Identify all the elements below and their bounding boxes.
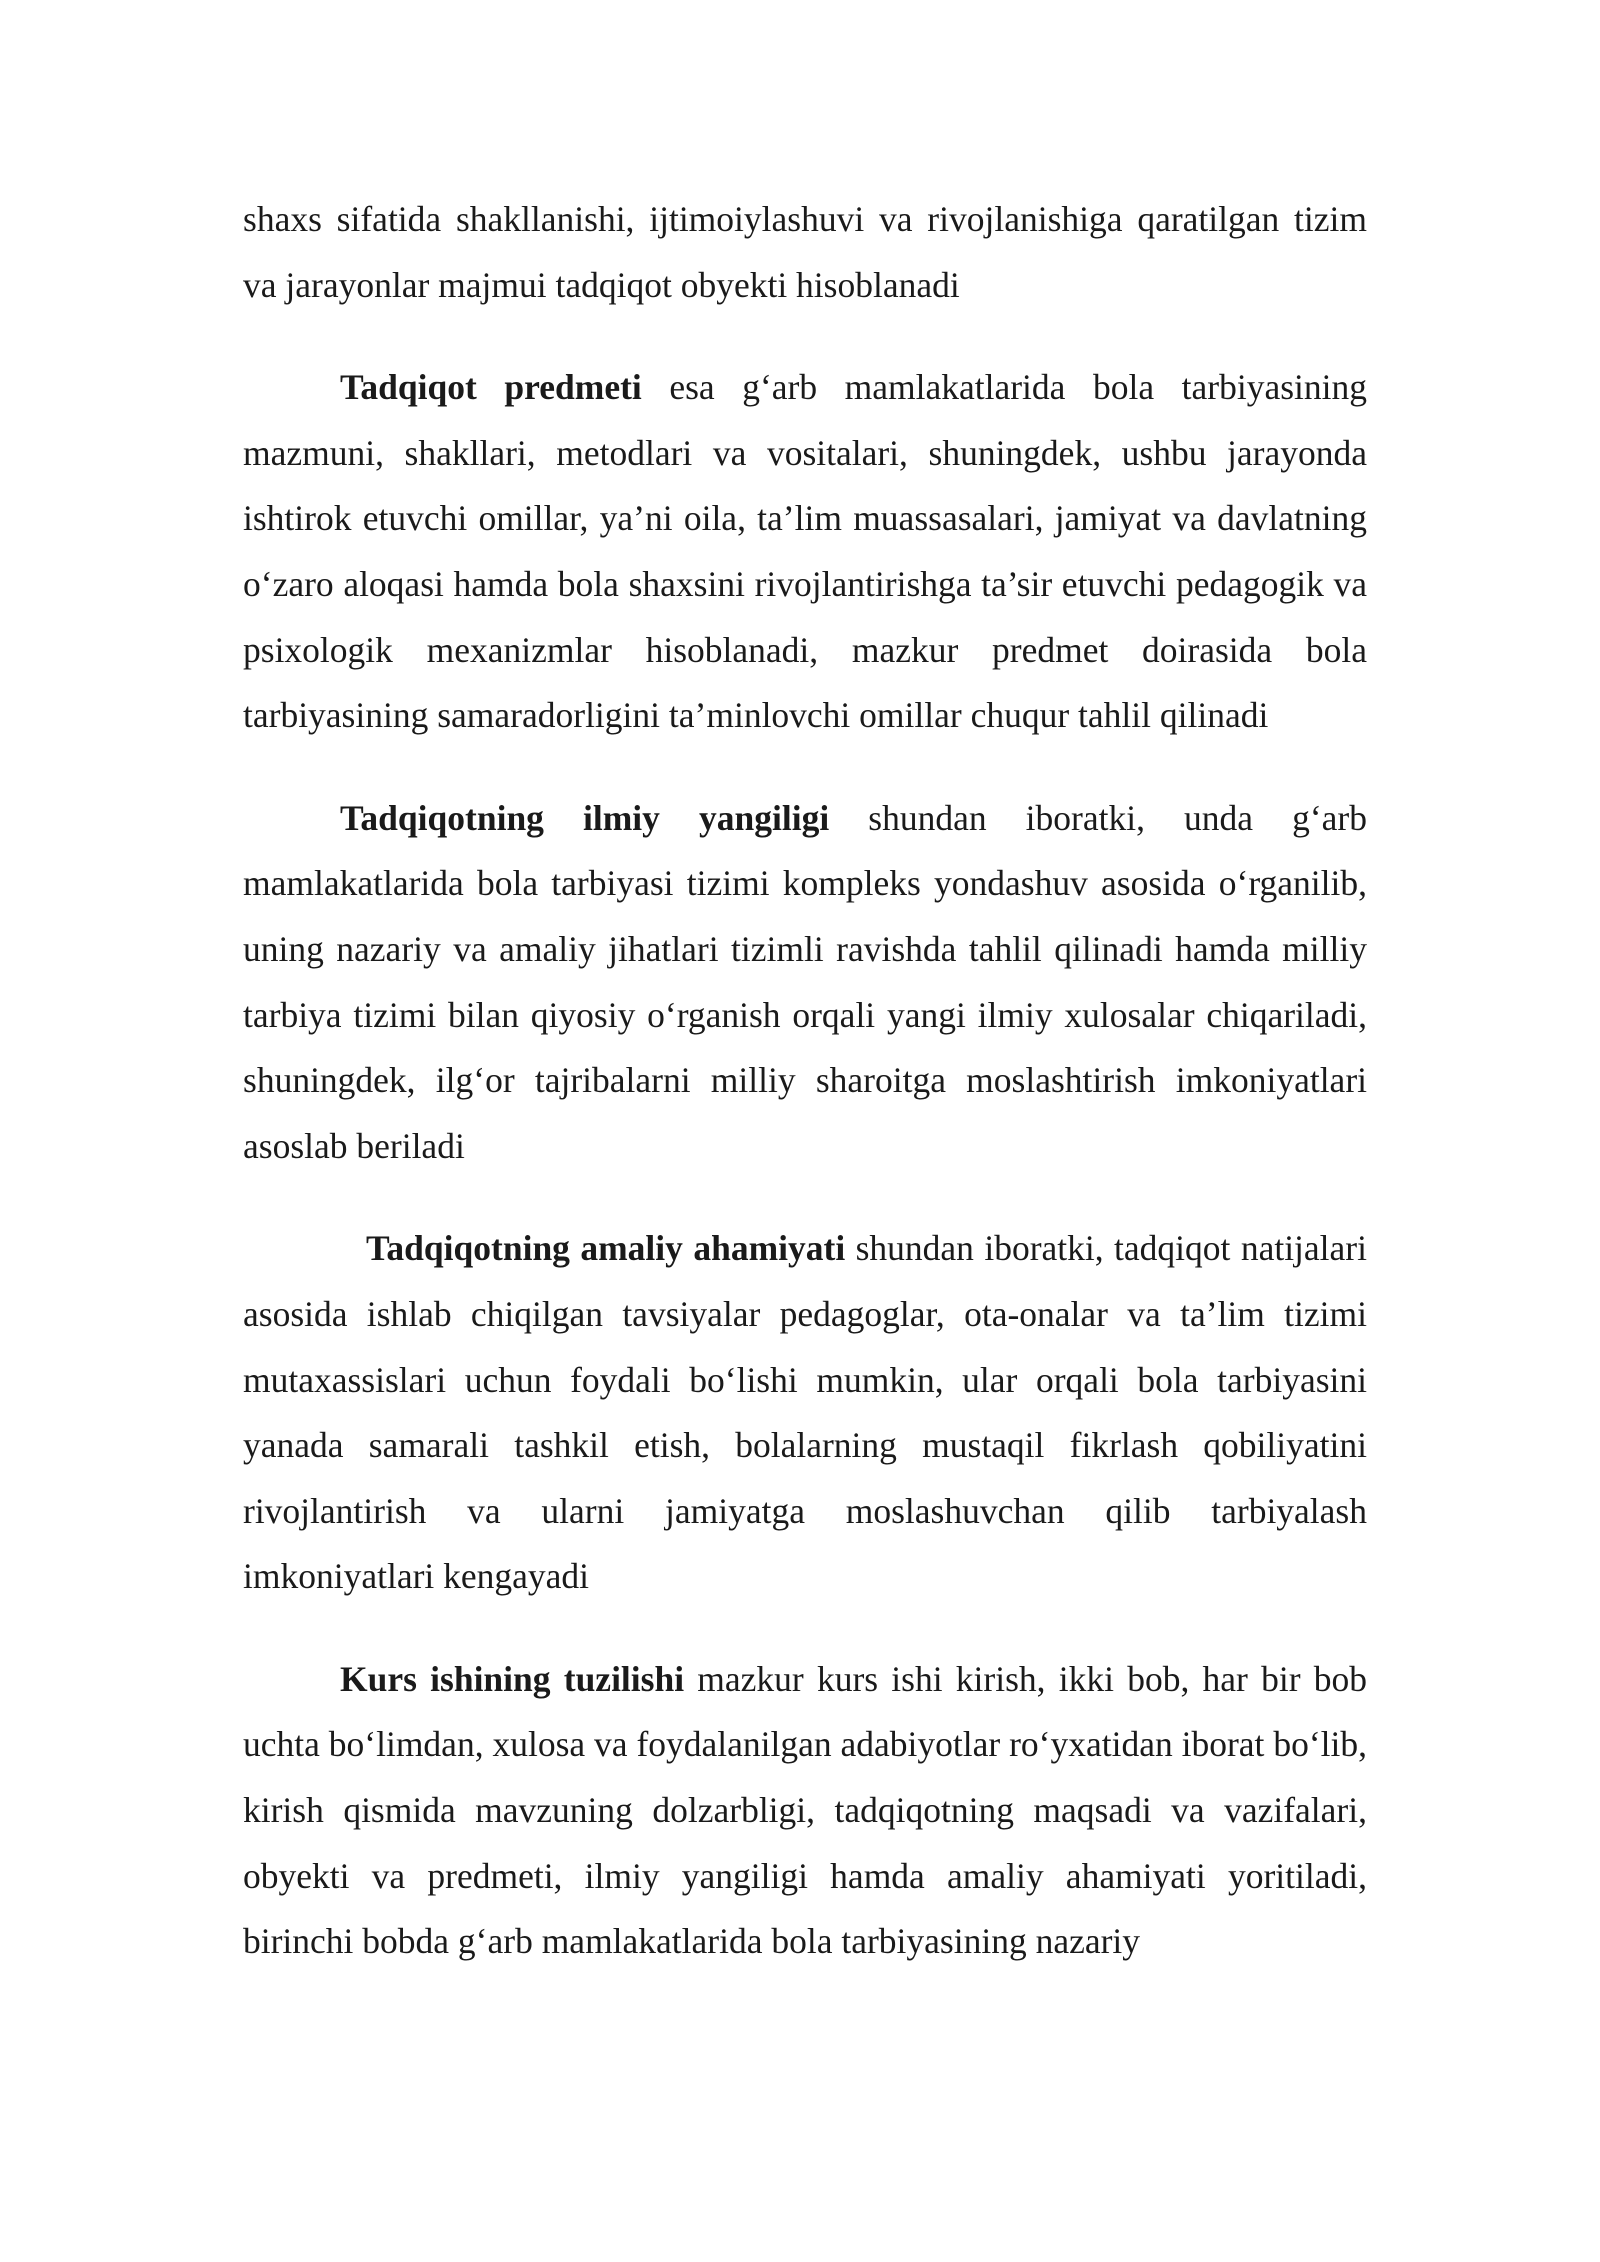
paragraph-text: shundan iboratki, unda g‘arb mamlakatlarida bola tarbiyasi tizimi kompleks yondashuv asosida o‘rganilib, uning nazariy va amaliy jihatlari tizimli ravishda tahlil qilinadi hamda milliy tarbiya tizimi bilan qiyosiy o‘rganish orqali yangi ilmiy xulosalar chiqariladi, shuningdek, ilg‘or tajribalarni milliy sharoitga moslashtirish imkoniyatlari asoslab beriladi bbox=[243, 797, 1367, 1166]
paragraph-practical-significance bbox=[243, 1216, 1367, 1610]
document-body bbox=[243, 187, 1367, 1975]
paragraph-heading: Tadqiqot predmeti bbox=[340, 367, 642, 408]
paragraph-text: shundan iboratki, tadqiqot natijalari asosida ishlab chiqilgan tavsiyalar pedagoglar, ota-onalar va ta’lim tizimi mutaxassislari uchun foydali bo‘lishi mumkin, ular orqali bola tarbiyasini yanada samarali tashkil etish, bolalarning mustaqil fikrlash qobiliyatini rivojlantirish va ularni jamiyatga moslashuvchan qilib tarbiyalash imkoniyatlari kengayadi bbox=[243, 1228, 1367, 1597]
paragraph-text: shaxs sifatida shakllanishi, ijtimoiylashuvi va rivojlanishiga qaratilgan tizim va jarayonlar majmui tadqiqot obyekti hisoblanadi bbox=[243, 199, 1367, 305]
paragraph-heading: Tadqiqotning amaliy ahamiyati bbox=[366, 1228, 846, 1269]
paragraph-text: esa g‘arb mamlakatlarida bola tarbiyasining mazmuni, shakllari, metodlari va vositalari, shuningdek, ushbu jarayonda ishtirok etuvchi omillar, ya’ni oila, ta’lim muassasalari, jamiyat va davlatning o‘zaro aloqasi hamda bola shaxsini rivojlantirishga ta’sir etuvchi pedagogik va psixologik mexanizmlar hisoblanadi, mazkur predmet doirasida bola tarbiyasining samaradorligini ta’minlovchi omillar chuqur tahlil qilinadi bbox=[243, 367, 1367, 736]
paragraph-course-structure bbox=[243, 1647, 1367, 1975]
paragraph-scientific-novelty bbox=[243, 786, 1367, 1180]
paragraph-text: mazkur kurs ishi kirish, ikki bob, har bir bob uchta bo‘limdan, xulosa va foydalanilgan adabiyotlar ro‘yxatidan iborat bo‘lib, kirish qismida mavzuning dolzarbligi, tadqiqotning maqsadi va vazifalari, obyekti va predmeti, ilmiy yangiligi hamda amaliy ahamiyati yoritiladi, birinchi bobda g‘arb mamlakatlarida bola tarbiyasining nazariy bbox=[243, 1658, 1367, 1962]
paragraph-heading: Tadqiqotning ilmiy yangiligi bbox=[340, 797, 830, 838]
paragraph-research-object bbox=[243, 187, 1367, 318]
paragraph-heading: Kurs ishining tuzilishi bbox=[340, 1658, 685, 1699]
paragraph-research-subject bbox=[243, 355, 1367, 749]
